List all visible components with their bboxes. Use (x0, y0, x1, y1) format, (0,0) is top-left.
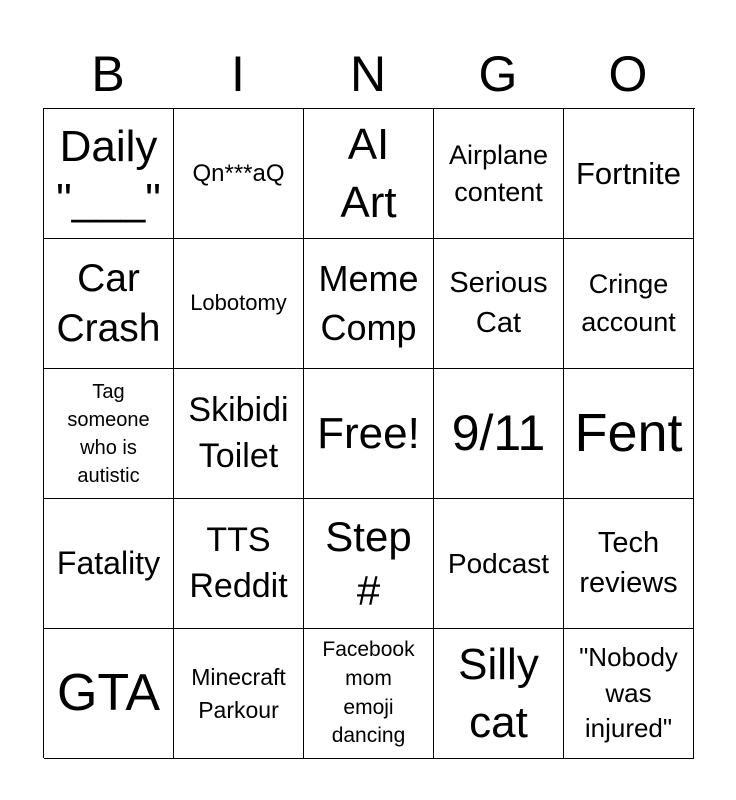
bingo-cell[interactable]: Fortnite (564, 109, 694, 239)
header-letter-g: G (478, 46, 518, 102)
bingo-cell[interactable]: AI Art (304, 109, 434, 239)
bingo-cell[interactable]: GTA (44, 629, 174, 759)
bingo-board (43, 108, 695, 758)
bingo-cell[interactable]: Fatality (44, 499, 174, 629)
bingo-cell[interactable]: Car Crash (44, 239, 174, 369)
bingo-cell[interactable]: Daily "___" (44, 109, 174, 239)
bingo-cell[interactable]: TTS Reddit (174, 499, 304, 629)
bingo-cell[interactable]: Serious Cat (434, 239, 564, 369)
free-space[interactable]: Free! (304, 369, 434, 499)
bingo-cell[interactable]: Meme Comp (304, 239, 434, 369)
header-letter-n: N (349, 46, 387, 102)
header-letter-i: I (231, 46, 245, 102)
bingo-cell[interactable]: Qn***aQ (174, 109, 304, 239)
bingo-cell[interactable]: "Nobody was injured" (564, 629, 694, 759)
header-letter-b: B (91, 46, 125, 102)
bingo-cell[interactable]: 9/11 (434, 369, 564, 499)
bingo-cell[interactable]: Minecraft Parkour (174, 629, 304, 759)
bingo-cell[interactable]: Podcast (434, 499, 564, 629)
bingo-cell[interactable]: Lobotomy (174, 239, 304, 369)
bingo-cell[interactable]: Skibidi Toilet (174, 369, 304, 499)
bingo-cell[interactable]: Step # (304, 499, 434, 629)
bingo-cell[interactable]: Silly cat (434, 629, 564, 759)
header-letter-o: O (608, 46, 648, 102)
bingo-cell[interactable]: Facebook mom emoji dancing (304, 629, 434, 759)
bingo-cell[interactable]: Tech reviews (564, 499, 694, 629)
bingo-cell[interactable]: Tag someone who is autistic (44, 369, 174, 499)
bingo-header (43, 40, 693, 108)
bingo-cell[interactable]: Airplane content (434, 109, 564, 239)
bingo-cell[interactable]: Fent (564, 369, 694, 499)
bingo-cell[interactable]: Cringe account (564, 239, 694, 369)
